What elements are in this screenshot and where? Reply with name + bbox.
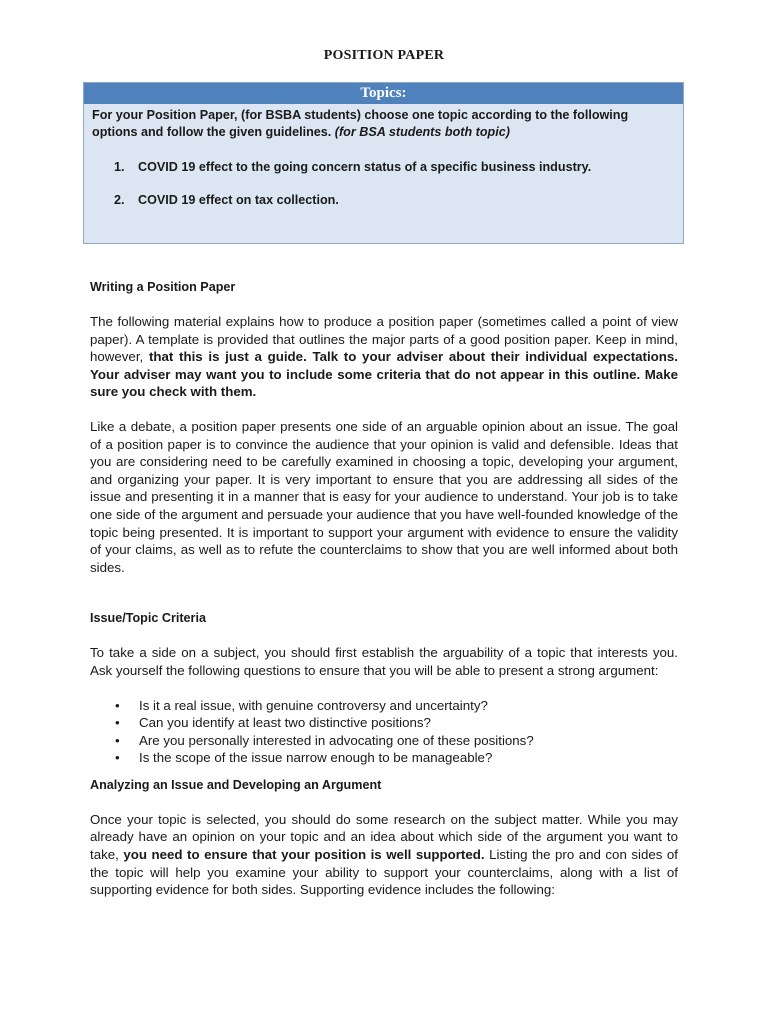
topic-item: [114, 159, 591, 176]
topics-intro-note: (for BSA students both topic): [334, 125, 510, 139]
criteria-paragraph: To take a side on a subject, you should first establish the arguability of a topic that interests you. Ask yourself the following questions to ensure that you will be able to present a strong argument:: [90, 645, 678, 678]
list-item-text: Can you identify at least two distinctive positions?: [139, 715, 431, 731]
topic-item-text: COVID 19 effect to the going concern status of a specific business industry.: [138, 160, 592, 174]
list-item: [90, 749, 678, 767]
bullet-icon: •: [115, 750, 120, 766]
topic-item-number: 2.: [114, 193, 125, 207]
list-item: [90, 697, 678, 715]
topics-intro-text: For your Position Paper, (for BSBA students) choose one topic according to the following options and follow the given guidelines.: [92, 108, 629, 139]
analyzing-paragraph-text-2: Listing the pro and con sides of the topic will help you examine your ability to support your counterclaims, along with a list of supporting evidence for both sides. Supporting evidence includes the following:: [90, 847, 678, 898]
list-item-text: Is it a real issue, with genuine controversy and uncertainty?: [139, 697, 488, 713]
topics-box: [83, 82, 684, 244]
topics-list: [114, 159, 591, 209]
analyzing-paragraph-emphasis: you need to ensure that your position is well supported.: [123, 847, 485, 863]
list-item: [90, 732, 678, 750]
topic-item-text: COVID 19 effect on tax collection.: [138, 193, 339, 207]
writing-paragraph-2: Like a debate, a position paper presents one side of an arguable opinion about an issue. The goal of a position paper is to convince the audience that your opinion is valid and defensible. Ideas that you are considering need to be carefully examined in choosing a topic, developing your argument, and organizing your paper. It is very important to ensure that you are addressing all sides of the issue and presenting it in a manner that is easy for your audience to understand. Your job is to take one side of the argument and persuade your audience that you have well-founded knowledge of the topic being presented. It is important to support your argument with evidence to ensure the validity of your claims, as well as to refute the counterclaims to show that you are well informed about both sides.: [90, 418, 678, 575]
writing-paragraph-1-emphasis: that this is just a guide. Talk to your adviser about their individual expectations. Your adviser may want you to include some criteria that do not appear in this outline. Make sure you check with them.: [90, 349, 678, 400]
page-title: POSITION PAPER: [323, 48, 445, 63]
criteria-bullet-list: [90, 697, 678, 767]
topic-item: [114, 192, 591, 209]
writing-paragraph-1-text: The following material explains how to produce a position paper (sometimes called a point of view paper). A template is provided that outlines the major parts of a good position paper. Keep in mind, however,: [90, 314, 678, 365]
list-item-text: Is the scope of the issue narrow enough to be manageable?: [139, 750, 493, 766]
topics-header: Topics:: [84, 83, 683, 104]
document-body: [90, 279, 678, 899]
list-item-text: Are you personally interested in advocating one of these positions?: [139, 732, 534, 748]
bullet-icon: •: [115, 697, 120, 713]
list-item: [90, 714, 678, 732]
bullet-icon: •: [115, 732, 120, 748]
bullet-icon: •: [115, 715, 120, 731]
section-heading-criteria: Issue/Topic Criteria: [90, 611, 206, 626]
analyzing-paragraph-text-1: Once your topic is selected, you should do some research on the subject matter. While you may already have an opinion on your topic and an idea about which side of the argument you want to take,: [90, 811, 678, 863]
writing-paragraph-1: [90, 313, 678, 401]
section-heading-analyzing: Analyzing an Issue and Developing an Argument: [90, 777, 382, 792]
section-heading-writing: Writing a Position Paper: [90, 280, 236, 294]
topic-item-number: 1.: [114, 160, 125, 174]
analyzing-paragraph: [90, 811, 678, 899]
topics-intro: [92, 107, 675, 141]
